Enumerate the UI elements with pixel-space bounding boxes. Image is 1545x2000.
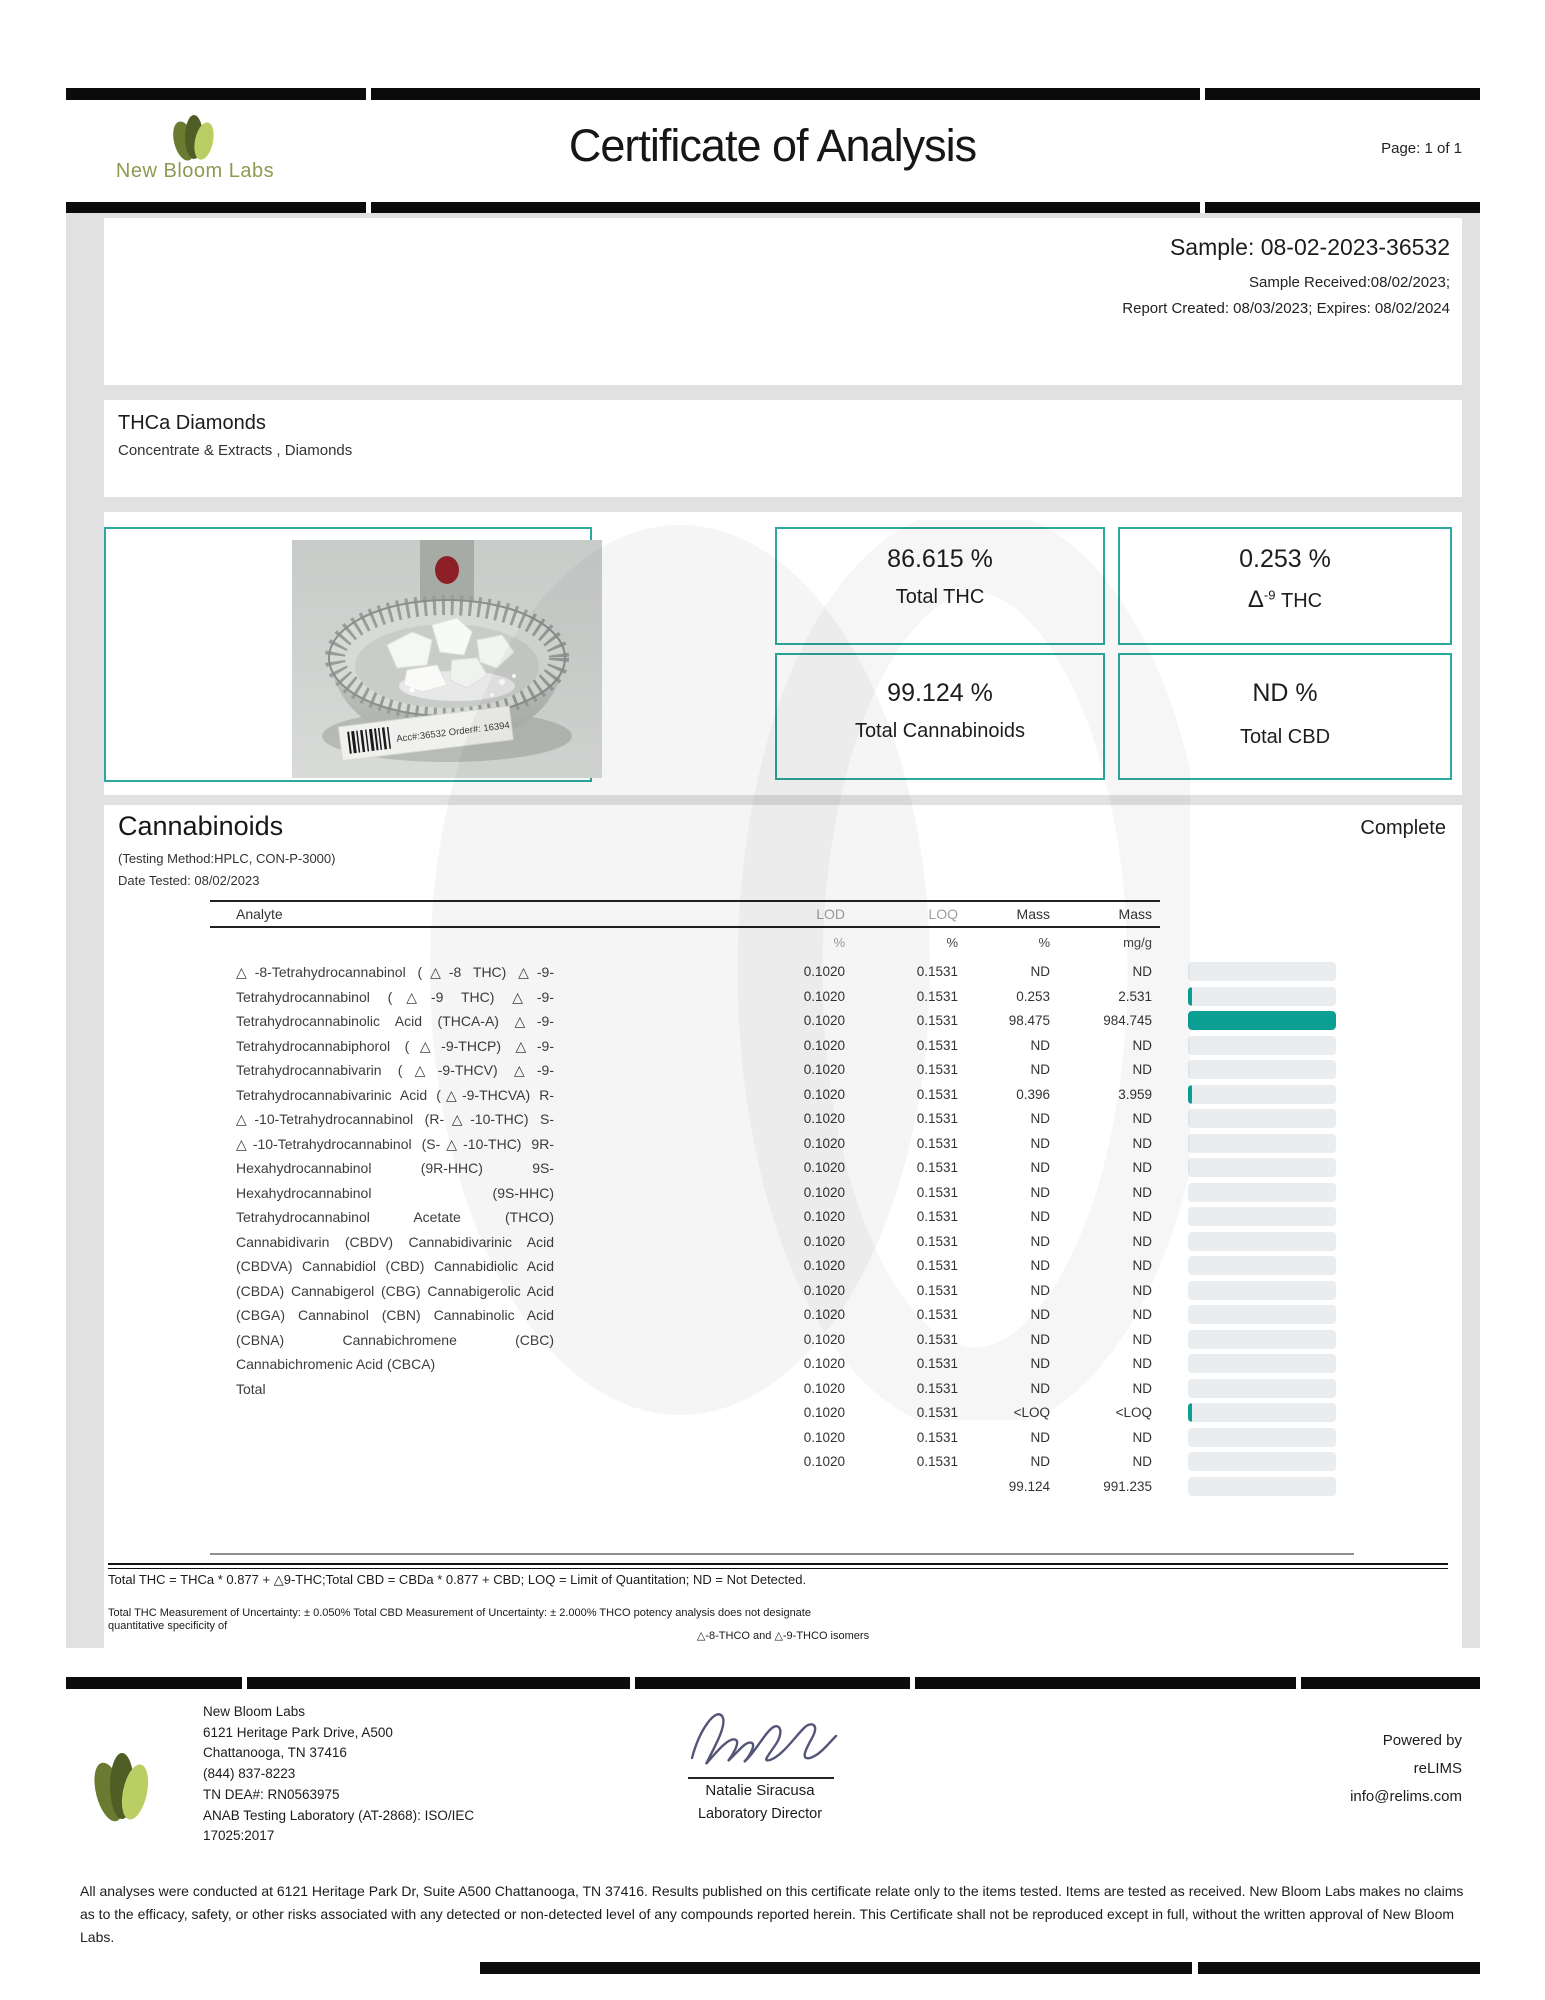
mass-bar — [1188, 1403, 1336, 1422]
page-title: Certificate of Analysis — [568, 120, 977, 171]
mass-bar — [1188, 1207, 1336, 1226]
mass-bar — [1188, 1452, 1336, 1471]
cell-loq: 0.1531 — [916, 1258, 958, 1273]
signer-title: Laboratory Director — [697, 1806, 823, 1822]
mass-bar — [1188, 1109, 1336, 1128]
table-row — [104, 1205, 1204, 1230]
cell-loq: 0.1531 — [916, 1209, 958, 1224]
cell-mgg: ND — [1132, 1111, 1152, 1126]
cell-lod: 0.1020 — [803, 1307, 845, 1322]
table-row — [104, 1279, 1204, 1304]
bar-gap — [1296, 1677, 1301, 1689]
table-row — [104, 1254, 1204, 1279]
mass-bar — [1188, 1158, 1336, 1177]
lab-anab-2: 17025:2017 — [203, 1828, 275, 1844]
relims-email: info@relims.com — [1350, 1788, 1462, 1805]
cell-lod: 0.1020 — [803, 1380, 845, 1396]
product-name: THCa Diamonds — [118, 412, 266, 434]
table-row — [104, 1058, 1204, 1083]
cell-pct: ND — [1030, 1062, 1050, 1077]
analyte-line: Hexahydrocannabinol (9S-HHC) — [236, 1184, 554, 1201]
analyte-line: Tetrahydrocannabiphorol (△-9-THCP) △-9- — [236, 1037, 554, 1054]
cell-lod: 0.1020 — [803, 1135, 845, 1151]
mass-bar — [1188, 1232, 1336, 1251]
cell-pct: ND — [1030, 1258, 1050, 1273]
unit-loq: % — [946, 935, 958, 950]
cell-lod: 0.1020 — [803, 1233, 845, 1249]
footer-logo-icon — [85, 1748, 157, 1833]
table-row — [104, 960, 1204, 985]
cell-mgg: ND — [1132, 1454, 1152, 1469]
cell-lod: 0.1020 — [803, 1037, 845, 1053]
cell-lod: 0.1020 — [803, 1184, 845, 1200]
mass-bar — [1188, 1428, 1336, 1447]
mass-bar — [1188, 1036, 1336, 1055]
cell-pct: 99.124 — [1008, 1478, 1050, 1494]
total-cannabinoids-box — [775, 653, 1105, 780]
table-row — [104, 1034, 1204, 1059]
cell-pct: ND — [1030, 1356, 1050, 1371]
table-header-row — [104, 902, 1204, 926]
table-row — [104, 985, 1204, 1010]
sample-info-card — [104, 218, 1462, 385]
status-complete: Complete — [1360, 817, 1446, 839]
lab-address-2: Chattanooga, TN 37416 — [203, 1745, 347, 1761]
bottom-bar-segment — [1198, 1962, 1480, 1974]
cell-lod: 0.1020 — [803, 1429, 845, 1445]
cell-lod: 0.1020 — [803, 1013, 845, 1028]
lab-name: New Bloom Labs — [203, 1704, 306, 1719]
cell-mgg: ND — [1132, 1184, 1152, 1200]
mass-bar — [1188, 987, 1336, 1006]
bar-gap — [1200, 88, 1205, 100]
mass-bar-fill — [1188, 987, 1192, 1006]
cell-mgg: ND — [1132, 1331, 1152, 1347]
report-created: Report Created: 08/03/2023; Expires: 08/02/2024 — [1122, 300, 1450, 317]
delta9-thc-value: 0.253 % — [1239, 545, 1331, 573]
cell-loq: 0.1531 — [916, 1331, 958, 1347]
analyte-line: Hexahydrocannabinol (9R-HHC) 9S- — [236, 1160, 554, 1176]
bottom-bar-segment — [480, 1962, 1192, 1974]
cell-loq: 0.1531 — [916, 1282, 958, 1298]
cell-mgg: ND — [1132, 1037, 1152, 1053]
cell-mgg: ND — [1132, 964, 1152, 979]
mass-bar — [1188, 1281, 1336, 1300]
cell-lod: 0.1020 — [803, 1405, 845, 1420]
lab-dea: TN DEA#: RN0563975 — [203, 1786, 340, 1802]
cell-pct: 98.475 — [1008, 1013, 1050, 1028]
table-row — [104, 1156, 1204, 1181]
unit-mass-pct: % — [1038, 935, 1050, 950]
table-row — [104, 1303, 1204, 1328]
cell-lod: 0.1020 — [803, 1282, 845, 1298]
total-cbd-label: Total CBD — [1239, 726, 1331, 748]
table-row — [104, 1009, 1204, 1034]
analyte-line: (CBNA) Cannabichromene (CBC) — [236, 1331, 554, 1348]
analyte-line: (CBDA) Cannabigerol (CBG) Cannabigerolic Acid — [236, 1282, 554, 1299]
mass-bar — [1188, 962, 1336, 981]
cell-lod: 0.1020 — [803, 1209, 845, 1224]
table-row — [104, 1401, 1204, 1426]
mass-bar — [1188, 1477, 1336, 1496]
powered-by-label: Powered by — [1382, 1732, 1462, 1749]
table-row — [104, 1107, 1204, 1132]
cell-pct: ND — [1030, 1454, 1050, 1469]
total-cannabinoids-label: Total Cannabinoids — [854, 720, 1026, 742]
mass-bar — [1188, 1060, 1336, 1079]
cell-mgg: ND — [1132, 1429, 1152, 1445]
bars-column — [1188, 962, 1336, 1501]
footnote-isomers: △-8-THCO and △-9-THCO isomers — [696, 1630, 870, 1642]
cell-mgg: ND — [1132, 1307, 1152, 1322]
mass-bar — [1188, 1256, 1336, 1275]
brand-name: New Bloom Labs — [115, 160, 275, 182]
cell-loq: 0.1531 — [916, 1405, 958, 1420]
analyte-line: △-10-Tetrahydrocannabinol (S-△-10-THC) 9R- — [236, 1135, 554, 1152]
footer-divider-bar — [66, 1677, 1480, 1689]
cell-pct: ND — [1030, 1037, 1050, 1053]
cell-lod: 0.1020 — [803, 1160, 845, 1175]
cell-mgg: ND — [1132, 1135, 1152, 1151]
table-row — [104, 1328, 1204, 1353]
table-row — [104, 1230, 1204, 1255]
analyte-line: △-10-Tetrahydrocannabinol (R-△-10-THC) S- — [236, 1111, 554, 1127]
mass-bar — [1188, 1134, 1336, 1153]
relims-label: reLIMS — [1413, 1760, 1462, 1777]
mass-bar — [1188, 1330, 1336, 1349]
lab-phone: (844) 837-8223 — [203, 1766, 296, 1782]
total-thc-value: 86.615 % — [887, 545, 993, 573]
analyte-line: (CBGA) Cannabinol (CBN) Cannabinolic Acid — [236, 1307, 554, 1323]
cell-loq: 0.1531 — [916, 1135, 958, 1151]
cell-mgg: <LOQ — [1115, 1405, 1152, 1420]
bar-gap — [630, 1677, 635, 1689]
lab-address-1: 6121 Heritage Park Drive, A500 — [203, 1724, 393, 1740]
delta9-thc-box — [1118, 527, 1452, 645]
analyte-line: Cannabidivarin (CBDV) Cannabidivarinic Acid — [236, 1233, 554, 1250]
lab-anab-1: ANAB Testing Laboratory (AT-2868): ISO/IEC — [203, 1807, 475, 1823]
analyte-line: (CBDVA) Cannabidiol (CBD) Cannabidiolic Acid — [236, 1258, 554, 1274]
col-loq: LOQ — [928, 906, 958, 922]
table-row — [104, 1181, 1204, 1206]
table-row — [104, 1450, 1204, 1475]
total-thc-box — [775, 527, 1105, 645]
table-row — [104, 1377, 1204, 1402]
mass-bar-fill — [1188, 1403, 1192, 1422]
total-cannabinoids-value: 99.124 % — [887, 679, 993, 707]
cell-pct: ND — [1030, 1184, 1050, 1200]
mass-bar — [1188, 1183, 1336, 1202]
cell-lod: 0.1020 — [803, 1086, 845, 1102]
analyte-line: △-8-Tetrahydrocannabinol (△-8 THC) △-9- — [236, 964, 554, 980]
cell-mgg: ND — [1132, 1258, 1152, 1273]
delta-glyph: Δ — [1247, 586, 1264, 613]
cell-loq: 0.1531 — [916, 1062, 958, 1077]
cell-pct: <LOQ — [1013, 1405, 1050, 1420]
cell-loq: 0.1531 — [916, 1429, 958, 1445]
sample-photo-box — [104, 527, 592, 782]
cell-lod: 0.1020 — [803, 1062, 845, 1077]
cell-loq: 0.1531 — [916, 1184, 958, 1200]
cell-mgg: 991.235 — [1103, 1478, 1152, 1494]
cell-pct: 0.253 — [1016, 988, 1050, 1004]
cell-pct: ND — [1030, 1331, 1050, 1347]
cell-loq: 0.1531 — [916, 1454, 958, 1469]
analyte-line: Tetrahydrocannabinol (△-9 THC) △-9- — [236, 988, 554, 1005]
cell-loq: 0.1531 — [916, 1380, 958, 1396]
lab-address-block — [203, 1702, 474, 1847]
sample-label-text: Acc#:36532 Order#: 16394 — [395, 720, 511, 745]
analyte-line: Cannabichromenic Acid (CBCA) — [236, 1356, 436, 1372]
sample-photo — [292, 540, 602, 783]
footnote-definitions: Total THC = THCa * 0.877 + △9-THC;Total CBD = CBDa * 0.877 + CBD; LOQ = Limit of Quantitation; ND = Not Detected. — [108, 1572, 807, 1587]
analyte-line: Tetrahydrocannabinolic Acid (THCA-A) △-9- — [236, 1013, 554, 1029]
cell-mgg: ND — [1132, 1062, 1152, 1077]
mass-bar-fill — [1188, 1011, 1336, 1030]
footnote-uncertainty: Total THC Measurement of Uncertainty: ± 0.050% Total CBD Measurement of Uncertainty: ± 2.000% THCO potency analysis does not designate quantitative specificity of — [108, 1607, 811, 1632]
signature-line — [688, 1777, 834, 1779]
cell-pct: ND — [1030, 1209, 1050, 1224]
cell-loq: 0.1531 — [916, 964, 958, 979]
cell-pct: ND — [1030, 1380, 1050, 1396]
cell-loq: 0.1531 — [916, 1233, 958, 1249]
cell-lod: 0.1020 — [803, 964, 845, 979]
table-row — [104, 1352, 1204, 1377]
col-analyte: Analyte — [236, 906, 283, 922]
signer-name: Natalie Siracusa — [705, 1782, 815, 1799]
cell-pct: ND — [1030, 1233, 1050, 1249]
total-thc-label: Total THC — [895, 586, 985, 608]
cell-pct: ND — [1030, 1135, 1050, 1151]
legal-disclaimer: All analyses were conducted at 6121 Heritage Park Dr, Suite A500 Chattanooga, TN 37416. Results published on this certificate relate only to the items tested. Items are tested as received. New Bloom Labs makes no claims as to the efficacy, safety, or other risks associated with any detected or non-detected level of any compounds reported herein. This Certificate shall not be reproduced except in full, without the written approval of New Bloom Labs. — [80, 1883, 1464, 1945]
cell-pct: ND — [1030, 1307, 1050, 1322]
table-row — [104, 1426, 1204, 1451]
sample-received: Sample Received:08/02/2023; — [1249, 274, 1450, 291]
cell-lod: 0.1020 — [803, 1331, 845, 1347]
page-number-label: Page: 1 of 1 — [1381, 140, 1462, 157]
table-rule-bottom — [210, 1553, 1354, 1555]
date-tested: Date Tested: 08/02/2023 — [118, 873, 260, 888]
cell-pct: ND — [1030, 1429, 1050, 1445]
cell-mgg: ND — [1132, 1356, 1152, 1371]
mass-bar — [1188, 1379, 1336, 1398]
table-row — [104, 1132, 1204, 1157]
mass-bar — [1188, 1354, 1336, 1373]
cell-loq: 0.1531 — [916, 1111, 958, 1126]
table-units-row — [104, 931, 1204, 955]
bar-gap — [910, 1677, 915, 1689]
col-lod: LOD — [816, 906, 845, 922]
cell-lod: 0.1020 — [803, 1111, 845, 1126]
product-card — [104, 400, 1462, 497]
col-mass-mgg: Mass — [1118, 906, 1152, 922]
cell-loq: 0.1531 — [916, 1307, 958, 1322]
analyte-line: Tetrahydrocannabivarinic Acid (△-9-THCVA) R- — [236, 1086, 554, 1103]
cell-lod: 0.1020 — [803, 1356, 845, 1371]
analyte-line: Tetrahydrocannabivarin (△-9-THCV) △-9- — [236, 1062, 554, 1078]
cannabinoids-card — [104, 805, 1462, 1648]
mass-bar — [1188, 1011, 1336, 1030]
bar-gap — [242, 1677, 247, 1689]
cell-mgg: ND — [1132, 1282, 1152, 1298]
table-rows — [104, 960, 1204, 1499]
delta9-thc-label — [1120, 586, 1450, 614]
total-cbd-value: ND % — [1252, 679, 1318, 707]
analyte-line: Total — [236, 1380, 266, 1397]
cell-mgg: ND — [1132, 1160, 1152, 1175]
sample-id: Sample: 08-02-2023-36532 — [1169, 234, 1450, 260]
cell-loq: 0.1531 — [916, 1160, 958, 1175]
cell-loq: 0.1531 — [916, 1037, 958, 1053]
bar-gap — [366, 88, 371, 100]
unit-lod: % — [833, 935, 845, 950]
signature-image — [678, 1700, 843, 1780]
cell-pct: ND — [1030, 1111, 1050, 1126]
mass-bar — [1188, 1085, 1336, 1104]
cell-pct: ND — [1030, 964, 1050, 979]
mass-bar — [1188, 1305, 1336, 1324]
footnote-divider — [108, 1563, 1448, 1569]
table-row — [104, 1083, 1204, 1108]
table-total-row — [104, 1475, 1204, 1500]
cell-loq: 0.1531 — [916, 1086, 958, 1102]
product-category: Concentrate & Extracts , Diamonds — [118, 442, 353, 459]
cell-lod: 0.1020 — [803, 988, 845, 1004]
table-rule-header — [210, 926, 1160, 928]
cell-lod: 0.1020 — [803, 1454, 845, 1469]
cell-loq: 0.1531 — [916, 1356, 958, 1371]
cell-loq: 0.1531 — [916, 988, 958, 1004]
top-divider-bar — [66, 88, 1480, 100]
cell-mgg: 2.531 — [1118, 988, 1152, 1004]
cell-mgg: 3.959 — [1118, 1086, 1152, 1102]
delta-exponent: -9 — [1263, 587, 1276, 603]
cell-mgg: 984.745 — [1103, 1013, 1152, 1028]
cell-mgg: ND — [1132, 1380, 1152, 1396]
testing-method: (Testing Method:HPLC, CON-P-3000) — [118, 851, 336, 866]
cell-pct: 0.396 — [1016, 1086, 1050, 1102]
total-cbd-box — [1118, 653, 1452, 780]
cell-pct: ND — [1030, 1160, 1050, 1175]
analyte-line: Tetrahydrocannabinol Acetate (THCO) — [236, 1209, 554, 1225]
col-mass-pct: Mass — [1016, 906, 1050, 922]
mass-bar-fill — [1188, 1085, 1192, 1104]
results-card — [104, 512, 1462, 795]
cell-lod: 0.1020 — [803, 1258, 845, 1273]
cell-loq: 0.1531 — [916, 1013, 958, 1028]
cell-mgg: ND — [1132, 1233, 1152, 1249]
unit-mass-mgg: mg/g — [1123, 935, 1152, 950]
cell-pct: ND — [1030, 1282, 1050, 1298]
cell-mgg: ND — [1132, 1209, 1152, 1224]
delta-thc-text: THC — [1275, 590, 1323, 612]
section-title: Cannabinoids — [118, 811, 284, 841]
